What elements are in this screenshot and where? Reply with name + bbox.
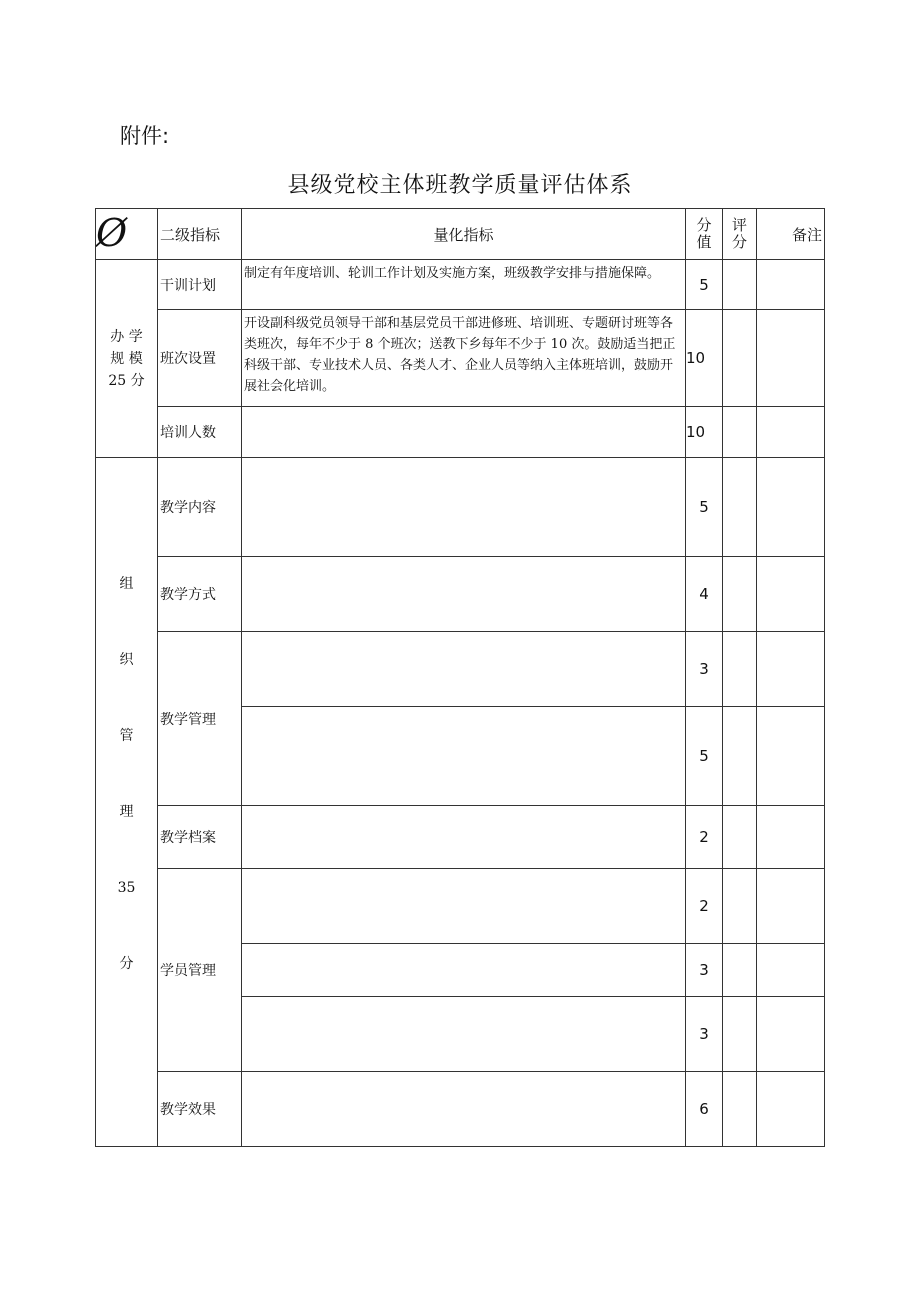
note-cell[interactable] [757, 458, 825, 557]
header-score-b: 值 [696, 233, 712, 251]
header-note: 备注 [757, 209, 825, 260]
table-row [96, 458, 825, 557]
indicator-value: 3 [686, 944, 723, 997]
indicator-desc [242, 707, 686, 806]
indicator-desc [242, 806, 686, 869]
evaluation-table [95, 208, 825, 1147]
indicator-name: 培训人数 [158, 407, 242, 458]
note-cell[interactable] [757, 806, 825, 869]
score-cell[interactable] [723, 997, 757, 1072]
table-row [96, 407, 825, 458]
category-label-c: 25 分 [108, 372, 145, 389]
score-cell[interactable] [723, 310, 757, 407]
indicator-name: 干训计划 [158, 260, 242, 310]
table-row [96, 557, 825, 632]
header-quantified: 量化指标 [242, 209, 686, 260]
slanted-glyph: Ø [96, 211, 128, 255]
table-row [96, 806, 825, 869]
indicator-name: 班次设置 [158, 310, 242, 407]
header-eval-a: 评 [731, 216, 747, 234]
header-eval [723, 209, 757, 260]
header-score [686, 209, 723, 260]
table-row [96, 1072, 825, 1147]
note-cell[interactable] [757, 997, 825, 1072]
table-row [96, 869, 825, 944]
table-row [96, 632, 825, 707]
indicator-desc [242, 944, 686, 997]
note-cell[interactable] [757, 869, 825, 944]
indicator-desc [242, 1072, 686, 1147]
category-char: 组 [119, 576, 134, 592]
note-cell[interactable] [757, 407, 825, 458]
category-label-a: 办 学 [110, 328, 143, 345]
indicator-value: 5 [686, 458, 723, 557]
indicator-name: 学员管理 [158, 869, 242, 1072]
score-cell[interactable] [723, 944, 757, 997]
header-eval-b: 分 [731, 233, 747, 251]
indicator-name: 教学档案 [158, 806, 242, 869]
category-char: 35 [117, 880, 136, 896]
score-cell[interactable] [723, 806, 757, 869]
note-cell[interactable] [757, 632, 825, 707]
indicator-desc [242, 869, 686, 944]
indicator-value: 2 [686, 869, 723, 944]
header-category [96, 209, 158, 260]
note-cell[interactable] [757, 944, 825, 997]
document-title: 县级党校主体班教学质量评估体系 [287, 173, 633, 198]
indicator-desc [242, 557, 686, 632]
score-cell[interactable] [723, 260, 757, 310]
header-level2: 二级指标 [158, 209, 242, 260]
indicator-desc [242, 997, 686, 1072]
indicator-value: 3 [686, 632, 723, 707]
indicator-value: 10 [686, 310, 723, 407]
table-header-row [96, 209, 825, 260]
indicator-name: 教学内容 [158, 458, 242, 557]
score-cell[interactable] [723, 707, 757, 806]
header-score-a: 分 [696, 216, 712, 234]
score-cell[interactable] [723, 458, 757, 557]
indicator-desc [242, 632, 686, 707]
indicator-desc [242, 458, 686, 557]
note-cell[interactable] [757, 1072, 825, 1147]
category-organization-management [96, 458, 158, 1147]
score-cell[interactable] [723, 557, 757, 632]
indicator-value: 2 [686, 806, 723, 869]
indicator-value: 5 [686, 260, 723, 310]
score-cell[interactable] [723, 869, 757, 944]
note-cell[interactable] [757, 707, 825, 806]
score-cell[interactable] [723, 632, 757, 707]
category-char: 理 [119, 804, 134, 820]
indicator-name: 教学方式 [158, 557, 242, 632]
indicator-value: 4 [686, 557, 723, 632]
indicator-value: 10 [686, 407, 723, 458]
score-cell[interactable] [723, 407, 757, 458]
category-label-b: 规 模 [110, 350, 143, 367]
indicator-value: 5 [686, 707, 723, 806]
category-school-scale [96, 260, 158, 458]
indicator-name: 教学效果 [158, 1072, 242, 1147]
note-cell[interactable] [757, 310, 825, 407]
indicator-name: 教学管理 [158, 632, 242, 806]
note-cell[interactable] [757, 260, 825, 310]
table-row [96, 260, 825, 310]
indicator-value: 6 [686, 1072, 723, 1147]
note-cell[interactable] [757, 557, 825, 632]
attachment-label: 附件: [120, 124, 170, 148]
indicator-value: 3 [686, 997, 723, 1072]
category-char: 织 [119, 652, 134, 668]
category-char: 分 [119, 956, 134, 972]
indicator-desc [242, 407, 686, 458]
score-cell[interactable] [723, 1072, 757, 1147]
indicator-desc: 制定有年度培训、轮训工作计划及实施方案，班级教学安排与措施保障。 [242, 260, 686, 310]
category-char: 管 [119, 728, 134, 744]
table-row [96, 310, 825, 407]
indicator-desc: 开设副科级党员领导干部和基层党员干部进修班、培训班、专题研讨班等各类班次，每年不少于 8 个班次；送教下乡每年不少于 10 次。鼓励适当把正科级干部、专业技术人员、各类人才、企业人员等纳入主体班培训，鼓励开展社会化培训。 [242, 310, 686, 407]
